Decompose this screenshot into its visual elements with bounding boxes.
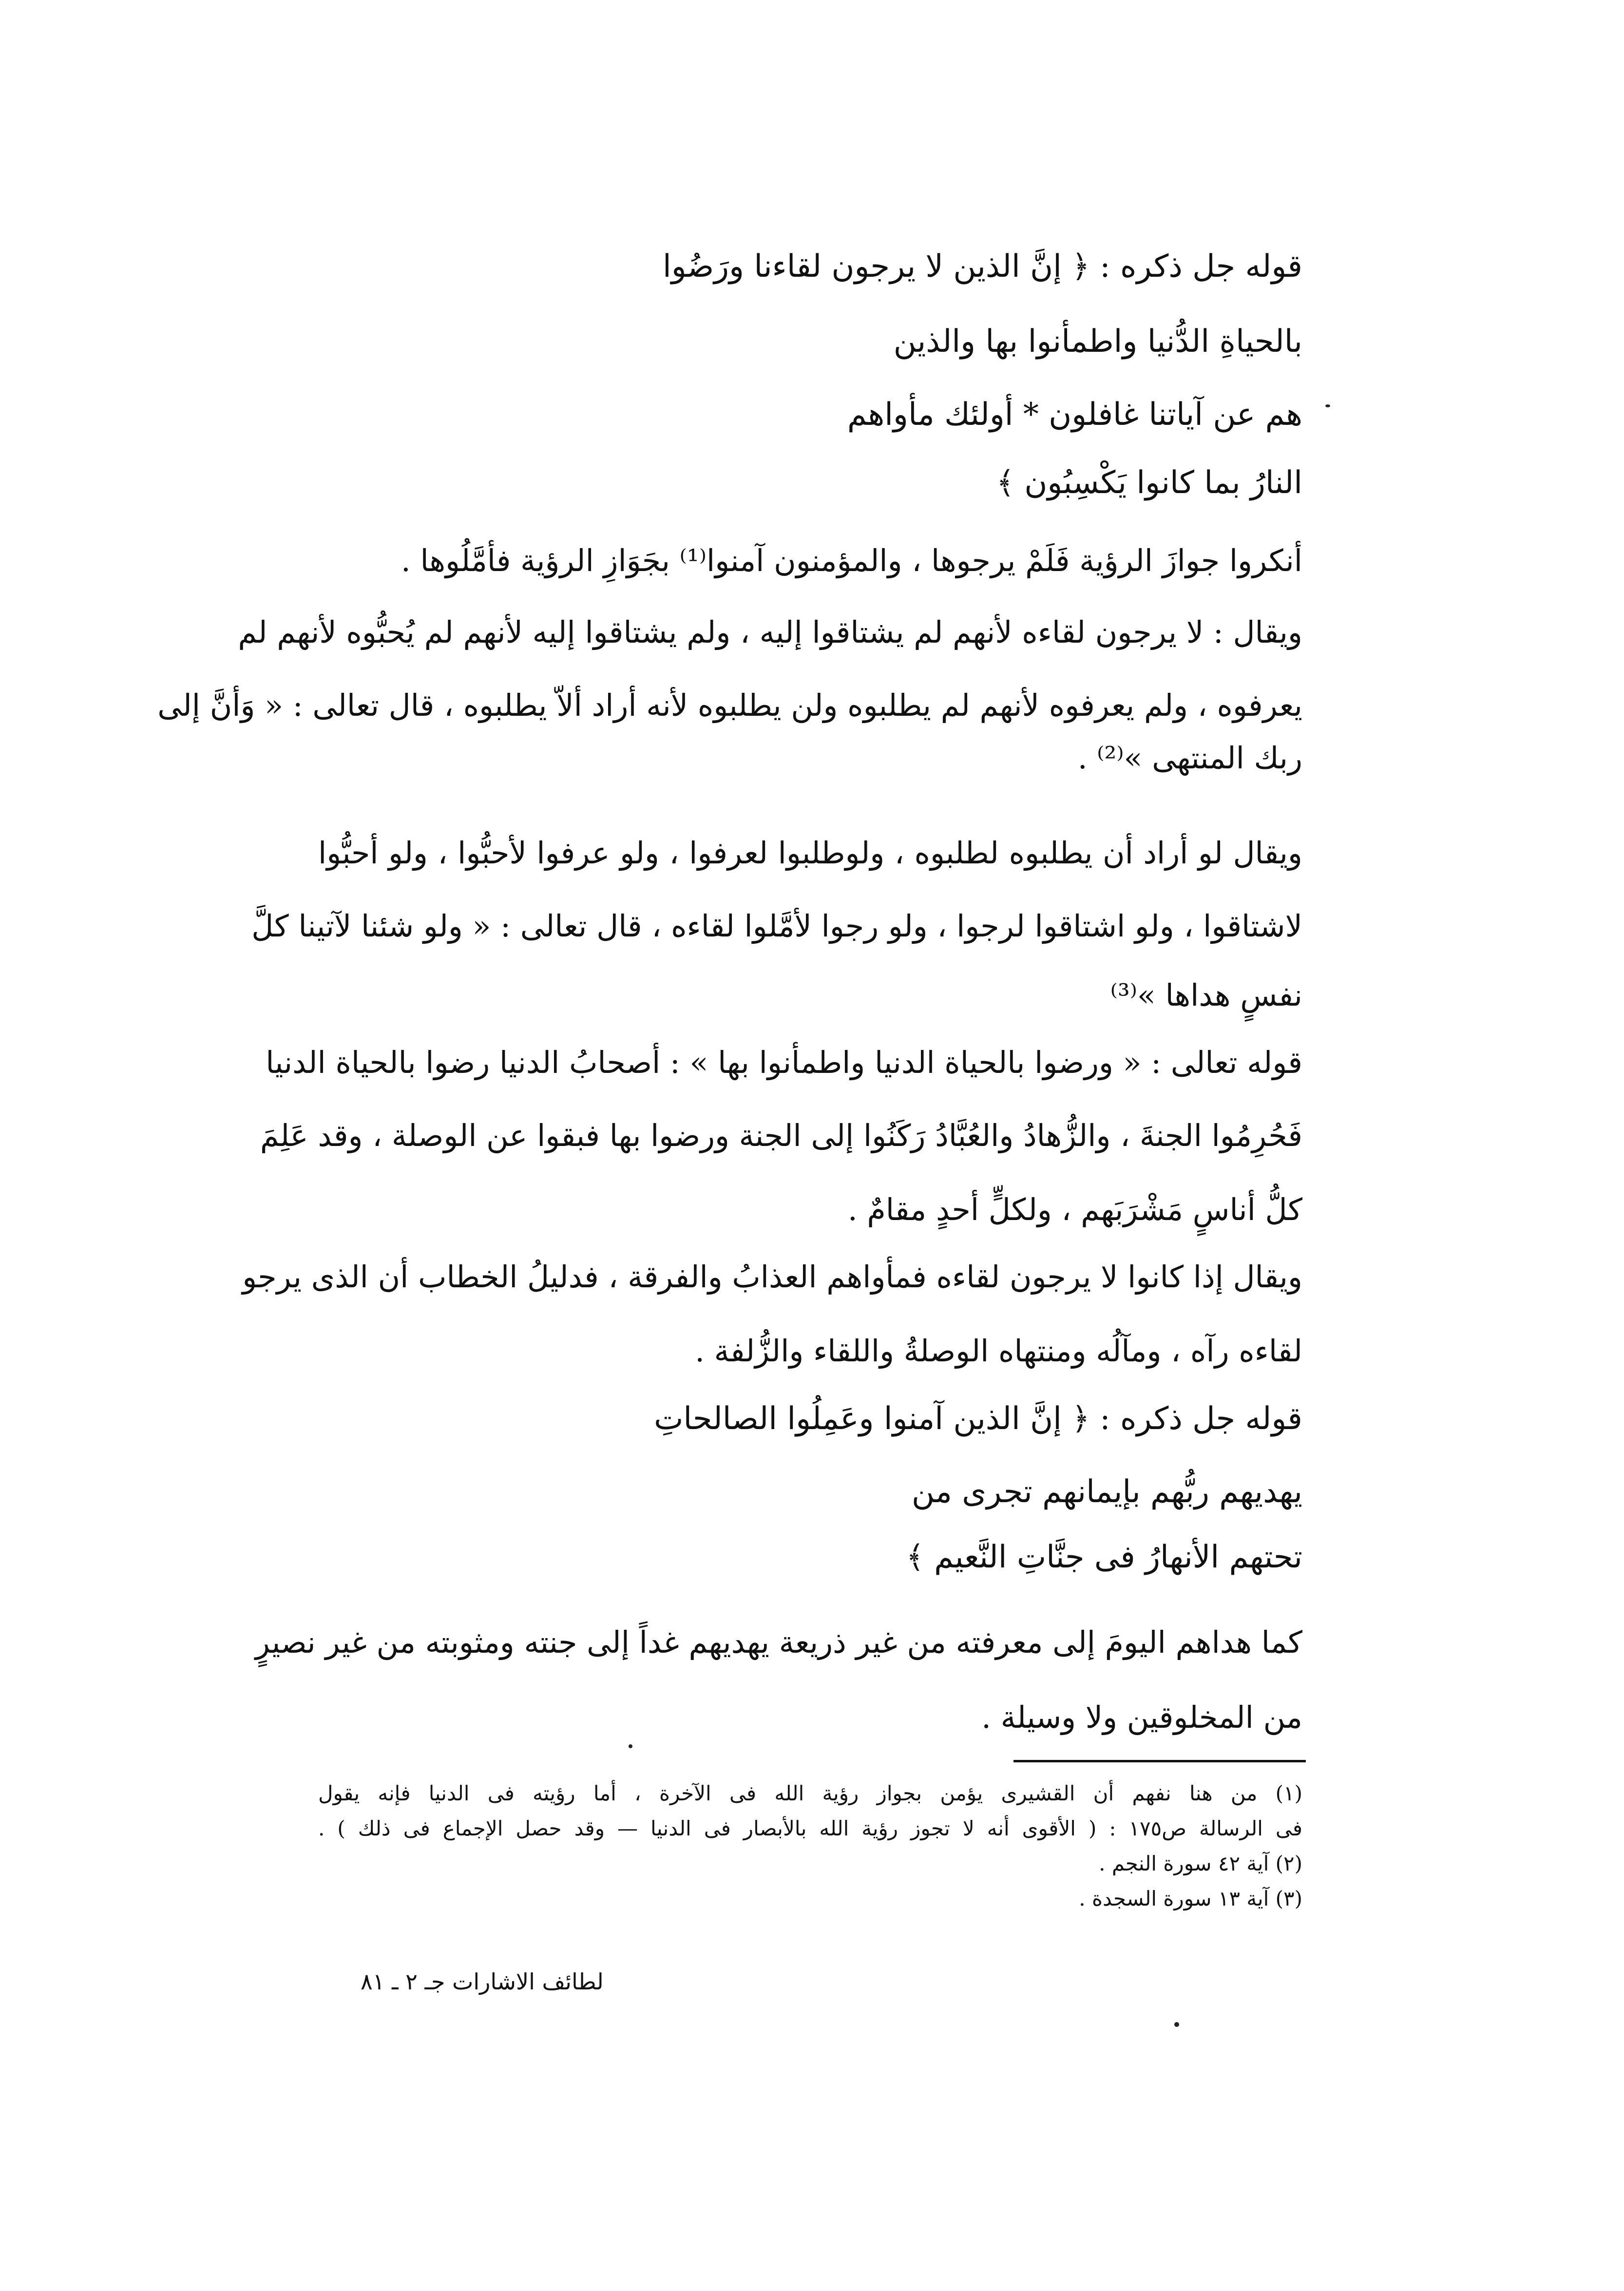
- text-line: ويقال إذا كانوا لا يرجون لقاءه فمأواهم العذابُ والفرقة ، فدليلُ الخطاب أن الذى يرجو: [242, 1259, 1302, 1295]
- commentary-paragraph-2: [251, 835, 1303, 1013]
- verse-quran-1: [377, 248, 1302, 501]
- scan-speck: [629, 1744, 632, 1748]
- commentary-paragraph-4: [242, 1259, 1302, 1369]
- verse-line: قوله جل ذكره : ﴿ إنَّ الذين آمنوا وعَمِلُوا الصالحاتِ: [654, 1401, 1302, 1437]
- footnotes: [318, 1783, 1302, 1909]
- verse-quran-2: [377, 1401, 1302, 1575]
- verse-line: هم عن آياتنا غافلون * أولئك مأواهم: [847, 397, 1302, 433]
- footnote-separator: [1013, 1760, 1306, 1762]
- commentary-paragraph-3: [260, 1045, 1302, 1227]
- scan-speck: [1325, 404, 1330, 407]
- scan-speck: [1174, 2022, 1179, 2027]
- text-line: قوله تعالى : « ورضوا بالحياة الدنيا واطمأنوا بها » : أصحابُ الدنيا رضوا بالحياة الدنيا: [266, 1045, 1302, 1080]
- footnote-line: (١) من هنا نفهم أن القشيرى يؤمن بجواز رؤية الله فى الآخرة ، أما رؤيته فى الدنيا فإنه يقول: [318, 1781, 1302, 1805]
- text-line: نفسٍ هداها »⁽³⁾: [1110, 977, 1302, 1013]
- text-line: ويقال : لا يرجون لقاءه لأنهم لم يشتاقوا إليه ، ولم يشتاقوا إليه لأنهم لم يُحبُّوه لأنهم لم: [238, 614, 1302, 650]
- verse-line: يهديهم ربُّهم بإيمانهم تجرى من: [911, 1474, 1302, 1510]
- verse-line: النارُ بما كانوا يَكْسِبُون ﴾: [996, 465, 1302, 501]
- text-line: أنكروا جوازَ الرؤية فَلَمْ يرجوها ، والمؤمنون آمنوا⁽¹⁾ بجَوَازِ الرؤية فأمَّلُوها .: [401, 543, 1302, 578]
- text-line: من المخلوقين ولا وسيلة .: [981, 1699, 1302, 1735]
- text-line: لاشتاقوا ، ولو اشتاقوا لرجوا ، ولو رجوا لأمَّلوا لقاءه ، قال تعالى : « ولو شئنا لآتينا كلَّ: [251, 908, 1302, 944]
- footnote-line: (٣) آية ١٣ سورة السجدة .: [1079, 1887, 1302, 1910]
- text-line: ويقال لو أراد أن يطلبوه لطلبوه ، ولوطلبوا لعرفوا ، ولو عرفوا لأحبُّوا ، ولو أحبُّوا: [318, 835, 1303, 871]
- commentary-paragraph-1: [157, 543, 1302, 776]
- footnote-line: فى الرسالة ص١٧٥ : ( الأقوى أنه لا تجوز رؤية الله بالأبصار فى الدنيا — وقد حصل الإجماع فى ذلك ) .: [318, 1816, 1302, 1840]
- commentary-paragraph-5: [255, 1624, 1302, 1735]
- verse-line: بالحياةِ الدُّنيا واطمأنوا بها والذين: [893, 324, 1302, 360]
- footnote-line: (٢) آية ٤٢ سورة النجم .: [1099, 1852, 1302, 1875]
- text-line: كلُّ أناسٍ مَشْرَبَهم ، ولكلٍّ أحدٍ مقامٌ .: [848, 1192, 1302, 1227]
- text-line: ربك المنتهى »⁽²⁾ .: [1077, 740, 1302, 776]
- page-folio: لطائف الاشارات جـ ٢ ـ ٨١: [361, 1968, 604, 1995]
- text-line: فَحُرِمُوا الجنةَ ، والزُّهادُ والعُبَّادُ رَكَنُوا إلى الجنة ورضوا بها فبقوا عن الوصلة ، وقد عَلِمَ: [260, 1118, 1302, 1153]
- text-line: كما هداهم اليومَ إلى معرفته من غير ذريعة يهديهم غداً إلى جنته ومثوبته من غير نصيرٍ: [255, 1624, 1302, 1660]
- text-line: يعرفوه ، ولم يعرفوه لأنهم لم يطلبوه ولن يطلبوه لأنه أراد ألاّ يطلبوه ، قال تعالى : « وَأنَّ إلى: [157, 687, 1302, 723]
- verse-line: تحتهم الأنهارُ فى جنَّاتِ النَّعيم ﴾: [906, 1539, 1302, 1575]
- text-line: لقاءه رآه ، ومآلُه ومنتهاه الوصلةُ واللقاء والزُّلفة .: [695, 1333, 1302, 1369]
- verse-line: قوله جل ذكره : ﴿ إنَّ الذين لا يرجون لقاءنا ورَضُوا: [662, 248, 1302, 285]
